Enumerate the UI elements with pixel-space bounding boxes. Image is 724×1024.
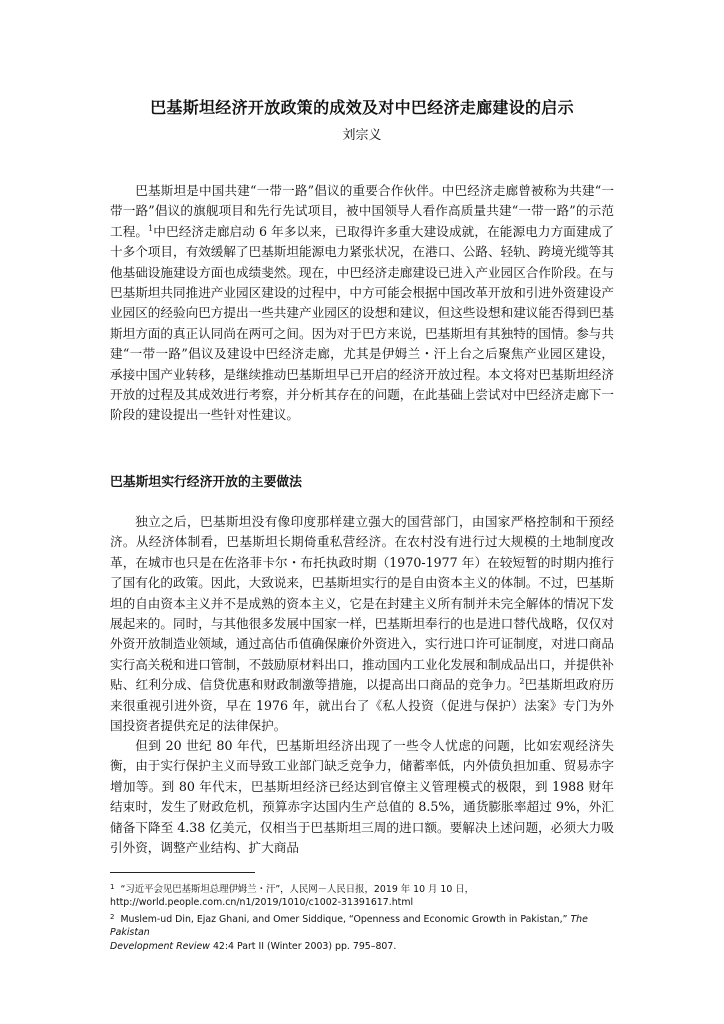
footnote-divider [110,872,255,873]
footnote-ref-1[interactable]: 1 [148,223,154,233]
paper-title: 巴基斯坦经济开放政策的成效及对中巴经济走廊建设的启示 [150,98,574,117]
footnote-2-journal-part1: The Pakistan [110,913,588,939]
footnote-1-url[interactable]: http://world.people.com.cn/n1/2019/1010/c1002-31391617.html [110,897,414,909]
footnote-1-number: 1 [110,883,115,891]
intro-text-part1: 巴基斯坦是中国共建“一带一路”倡议的重要合作伙伴。中巴经济走廊曾被称为共建“一带一路”倡议的旗舰项目和先行先试项目，被中国领导人看作高质量共建“一带一路”的示范工程。 [110,183,614,239]
author-name: 刘宗义 [342,128,382,143]
footnotes [110,881,614,954]
section-paragraph-1 [110,512,614,736]
footnote-2-number: 2 [110,912,115,921]
section-paragraph-1-part2: 巴基斯坦政府历来很重视引进外资，早在 1976 年，就出台了《私人投资（促进与保护）法案》专门为外国投资者提供充足的法律保护。 [110,677,615,734]
section-heading: 巴基斯坦实行经济开放的主要做法 [110,475,302,490]
footnote-2 [110,911,614,953]
section-paragraph-1-part1: 独立之后，巴基斯坦没有像印度那样建立强大的国营部门，由国家严格控制和干预经济。从经济体制看，巴基斯坦长期倚重私营经济。在农村没有进行过大规模的土地制度改革，在城市也只是在佐洛菲卡尔・布托执政时期（1970-1977 年）在较短暂的时期内推行了国有化的政策。因此，大致说来，巴基斯坦实行的是自由资本主义的体制。不过，巴基斯坦的自由资本主义并不是成熟的资本主义，它是在封建主义所有制并未完全解体的情况下发展起来的。同时，与其他很多发展中国家一样，巴基斯坦奉行的也是进口替代战略，仅仅对外资开放制造业领域，通过高估币值确保廉价外资进入，实行进口许可证制度，对进口商品实行高关税和进口管制，不鼓励原材料出口，推动国内工业化发展和制成品出口，并提供补贴、红利分成、信贷优惠和财政制激等措施，以提高出口商品的竞争力。 [110,514,614,693]
footnote-ref-2[interactable]: 2 [519,677,525,687]
footnote-1-citation: “习近平会见巴基斯坦总理伊姆兰・汗”，人民网－人民日报，2019 年 10 月 10 日， [120,884,475,895]
section-paragraph-2: 但到 20 世纪 80 年代，巴基斯坦经济出现了一些令人忧虑的问题，比如宏观经济失衡，由于实行保护主义而导致工业部门缺乏竞争力，储蓄率低，内外债负担加重、贸易赤字增加等。到 80 年代末，巴基斯坦经济已经达到官僚主义管理模式的极限，到 1988 财年结束时，发生了财政危机，预算赤字达国内生产总值的 8.5%，通货膨胀率超过 9%，外汇储备下降至 4.38 亿美元，仅相当于巴基斯坦三周的进口额。要解决上述问题，必须大力吸引外资，调整产业结构、扩大商品 [110,738,614,856]
footnote-2-journal-part2: Development Review [110,940,210,952]
footnote-2-authors: Muslem-ud Din, Ejaz Ghani, and Omer Siddique, “Openness and Economic Growth in Pakistan,” [120,913,571,925]
intro-text-part2: 中巴经济走廊启动 6 年多以来，已取得许多重大建设成就，在能源电力方面建成了十多个项目，有效缓解了巴基斯坦能源电力紧张状况，在港口、公路、轻轨、跨境光缆等其他基础设施建设方面也成绩斐然。现在，中巴经济走廊建设已进入产业园区合作阶段。在与巴基斯坦共同推进产业园区建设的过程中，中方可能会根据中国改革开放和引进外资建设产业园区的经验向巴方提出一些共建产业园区的设想和建议，但这些设想和建议能否得到巴基斯坦方面的真正认同尚在两可之间。因为对于巴方来说，巴基斯坦有其独特的国情。参与共建“一带一路”倡议及建设中巴经济走廊，尤其是伊姆兰・汗上台之后聚焦产业园区建设，承接中国产业转移，是继续推动巴基斯坦早已开启的经济开放过程。本文将对巴基斯坦经济开放的过程及其成效进行考察，并分析其存在的问题，在此基础上尝试对中巴经济走廊下一阶段的建设提出一些针对性建议。 [110,223,614,423]
intro-paragraph [110,181,614,426]
footnote-1 [110,881,614,910]
footnote-2-volume: 42:4 Part II (Winter 2003) pp. 795–807. [209,940,397,952]
